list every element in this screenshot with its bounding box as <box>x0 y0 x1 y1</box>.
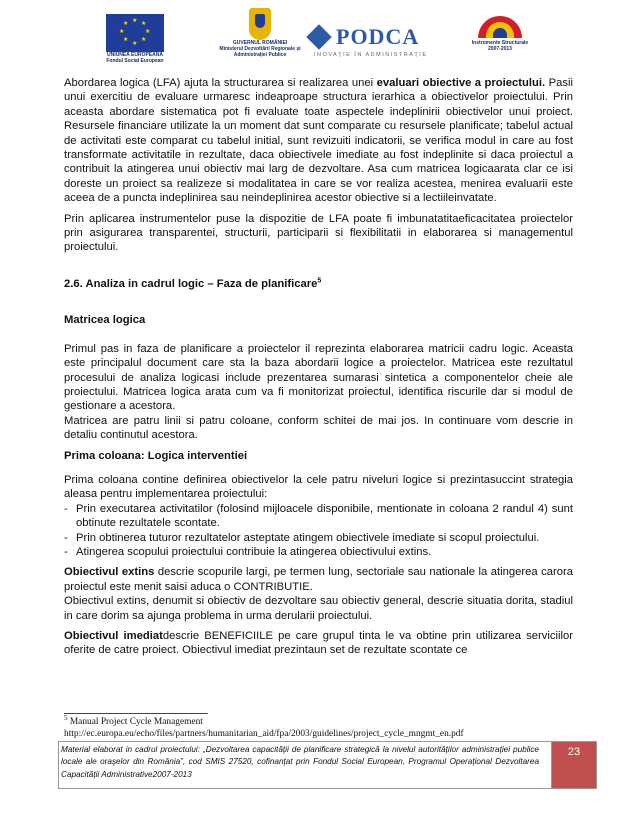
footer-project-note: Material elaborat in cadrul proiectului: „Dezvoltarea capacităţii de planificare strategică la nivelul autorităţilor administraţiei publice locale ale oraşelor din România”, cod SMIS 27520, cofinanţat prin Fondul Social European, Programul Operaţional Dezvoltarea Capacităţii Administrative2007-2013 <box>61 745 539 779</box>
podca-diamond-icon <box>306 24 331 49</box>
list-item: - Atingerea scopului proiectului contribuie la atingerea obiectivului extins. <box>64 545 432 558</box>
footnote: $^5$ Manual Project Cycle Management http://ec.europa.eu/echo/files/partners/humanitarian_aid/fpa/2003/guidelines/project_cycle_mngmt_en.pdf <box>64 716 573 740</box>
subheading-first-column: Prima coloana: Logica interventiei <box>64 449 248 462</box>
page-content <box>64 76 573 658</box>
paragraph-extended-objective-definition: Obiectivul extins, denumit si obiectiv de dezvoltare sau obiectiv general, descrie situatia dorita, stadiul in care dorim sa ajunga problema in urma derularii proiectului. <box>64 595 573 622</box>
paragraph-matrix-structure: Matricea are patru linii si patru coloane, conform schitei de mai jos. In continuare vom descrie in detaliu continutul acestora. <box>64 414 573 442</box>
structural-instruments-logo <box>460 10 540 52</box>
footnote-divider <box>64 713 208 714</box>
page-number: 23 <box>551 741 597 789</box>
section-heading: 2.6. Analiza in cadrul logic – Faza de planificare$^5$ <box>64 277 322 290</box>
eu-caption: UNIUNEA EUROPEANĂ Fondul Social European <box>106 52 164 64</box>
footnote-link[interactable]: http://ec.europa.eu/echo/files/partners/humanitarian_aid/fpa/2003/guidelines/project_cycle_mngmt_en.pdf <box>64 729 464 739</box>
government-logo <box>214 8 306 58</box>
podca-logo: PODCA INOVAȚIE ÎN ADMINISTRAȚIE <box>310 24 460 58</box>
paragraph-lfa-instruments: Prin aplicarea instrumentelor puse la dispozitie de LFA poate fi imbunatatitaeficacitatea proiectelor prin asigurarea transparentei, structurii, participarii si flexibilitatii in elaborarea si managementul proiectului. <box>64 212 573 254</box>
paragraph-first-step: Primul pas in faza de planificare a proiectelor il reprezinta elaborarea matricii cadru logic. Aceasta este principalul document care sta la baza abordarii logice a proiectelor. Matricea este rezultatul procesului de analiza logicasi include prezentarea sumarasi sintetica a componentelor cheie ale proiectului. Matricea logica arata cum va fi monitorizat proiectul, identifica riscurile dar si modul de gestionare a acestora. <box>64 342 573 413</box>
paragraph-immediate-objective: Obiectivul imediatdescrie BENEFICIILE pe care grupul tinta le va obtine prin utilizarea serviciilor oferite de catre proiect. Obiectivul imediat prezintaun set de rezultate scontate ce <box>64 630 573 657</box>
footnote-reference: 5 <box>317 277 322 285</box>
list-item: - Prin obtinerea tuturor rezultatelor asteptate atingem obiectivele imediate si scopul proiectului. <box>64 531 540 544</box>
government-caption: GUVERNUL ROMÂNIEI Ministerul Dezvoltării Regionale și Administrației Publice <box>219 40 301 58</box>
coat-of-arms-icon <box>249 8 271 40</box>
page-footer <box>58 741 597 789</box>
structural-instruments-caption: Instrumente Structurale 2007-2013 <box>471 40 529 52</box>
paragraph-first-column: Prima coloana contine definirea obiectivelor la cele patru niveluri logice si prezintasuccint strategia aleasa pentru implementarea proiectului: <box>64 473 573 501</box>
list-item: - Prin executarea activitatilor (folosind mijloacele disponibile, mentionate in coloana 2 randul 4) sunt obtinute rezultatele scontate. <box>64 502 573 530</box>
paragraph-evaluation: Abordarea logica (LFA) ajuta la structurarea si realizarea unei evaluari obiective a proiectului. Pasii unui exercitiu de evaluare urmaresc indeaproape structura ierarhica a obiectivelor proiectului. Prin aceasta abordare sistematica pot fi evaluate toate aspectele indeplinirii obiectivelor unui proiect. Resursele financiare utilizate la un moment dat sunt comparate cu resursele planificate; tabelul actual de activitati este comparat cu tabelul initial, sunt revizuiti indicatorii, se verifica modul in care au fost transformate activitatile in rezultate, daca obiectivele imediate au fost indeplinite si daca proiectul a contribuit la atingerea unui obiectiv mai larg de dezvoltare. Asa cum matricea logicaarata clar ce isi doreste un proiect sa realizeze si modalitatea in care se vor realiza acestea, menirea evaluarii este aceea de a puncta indeplinirea sau neindeplinirea acestor obiective si a lectiileinvatate. <box>64 77 574 205</box>
eu-logo <box>103 14 167 64</box>
eu-flag-icon: ★ ★ ★ ★ ★ ★ ★ ★ <box>106 14 164 52</box>
header-logos <box>0 8 638 64</box>
paragraph-extended-objective: Obiectivul extins descrie scopurile largi, pe termen lung, sectoriale sau nationale la atingerea carora proiectul este menit saisi aduca o CONTRIBUTIE. <box>64 566 574 593</box>
structural-instruments-emblem-icon <box>478 10 522 40</box>
subheading-logical-matrix: Matricea logica <box>64 314 146 327</box>
